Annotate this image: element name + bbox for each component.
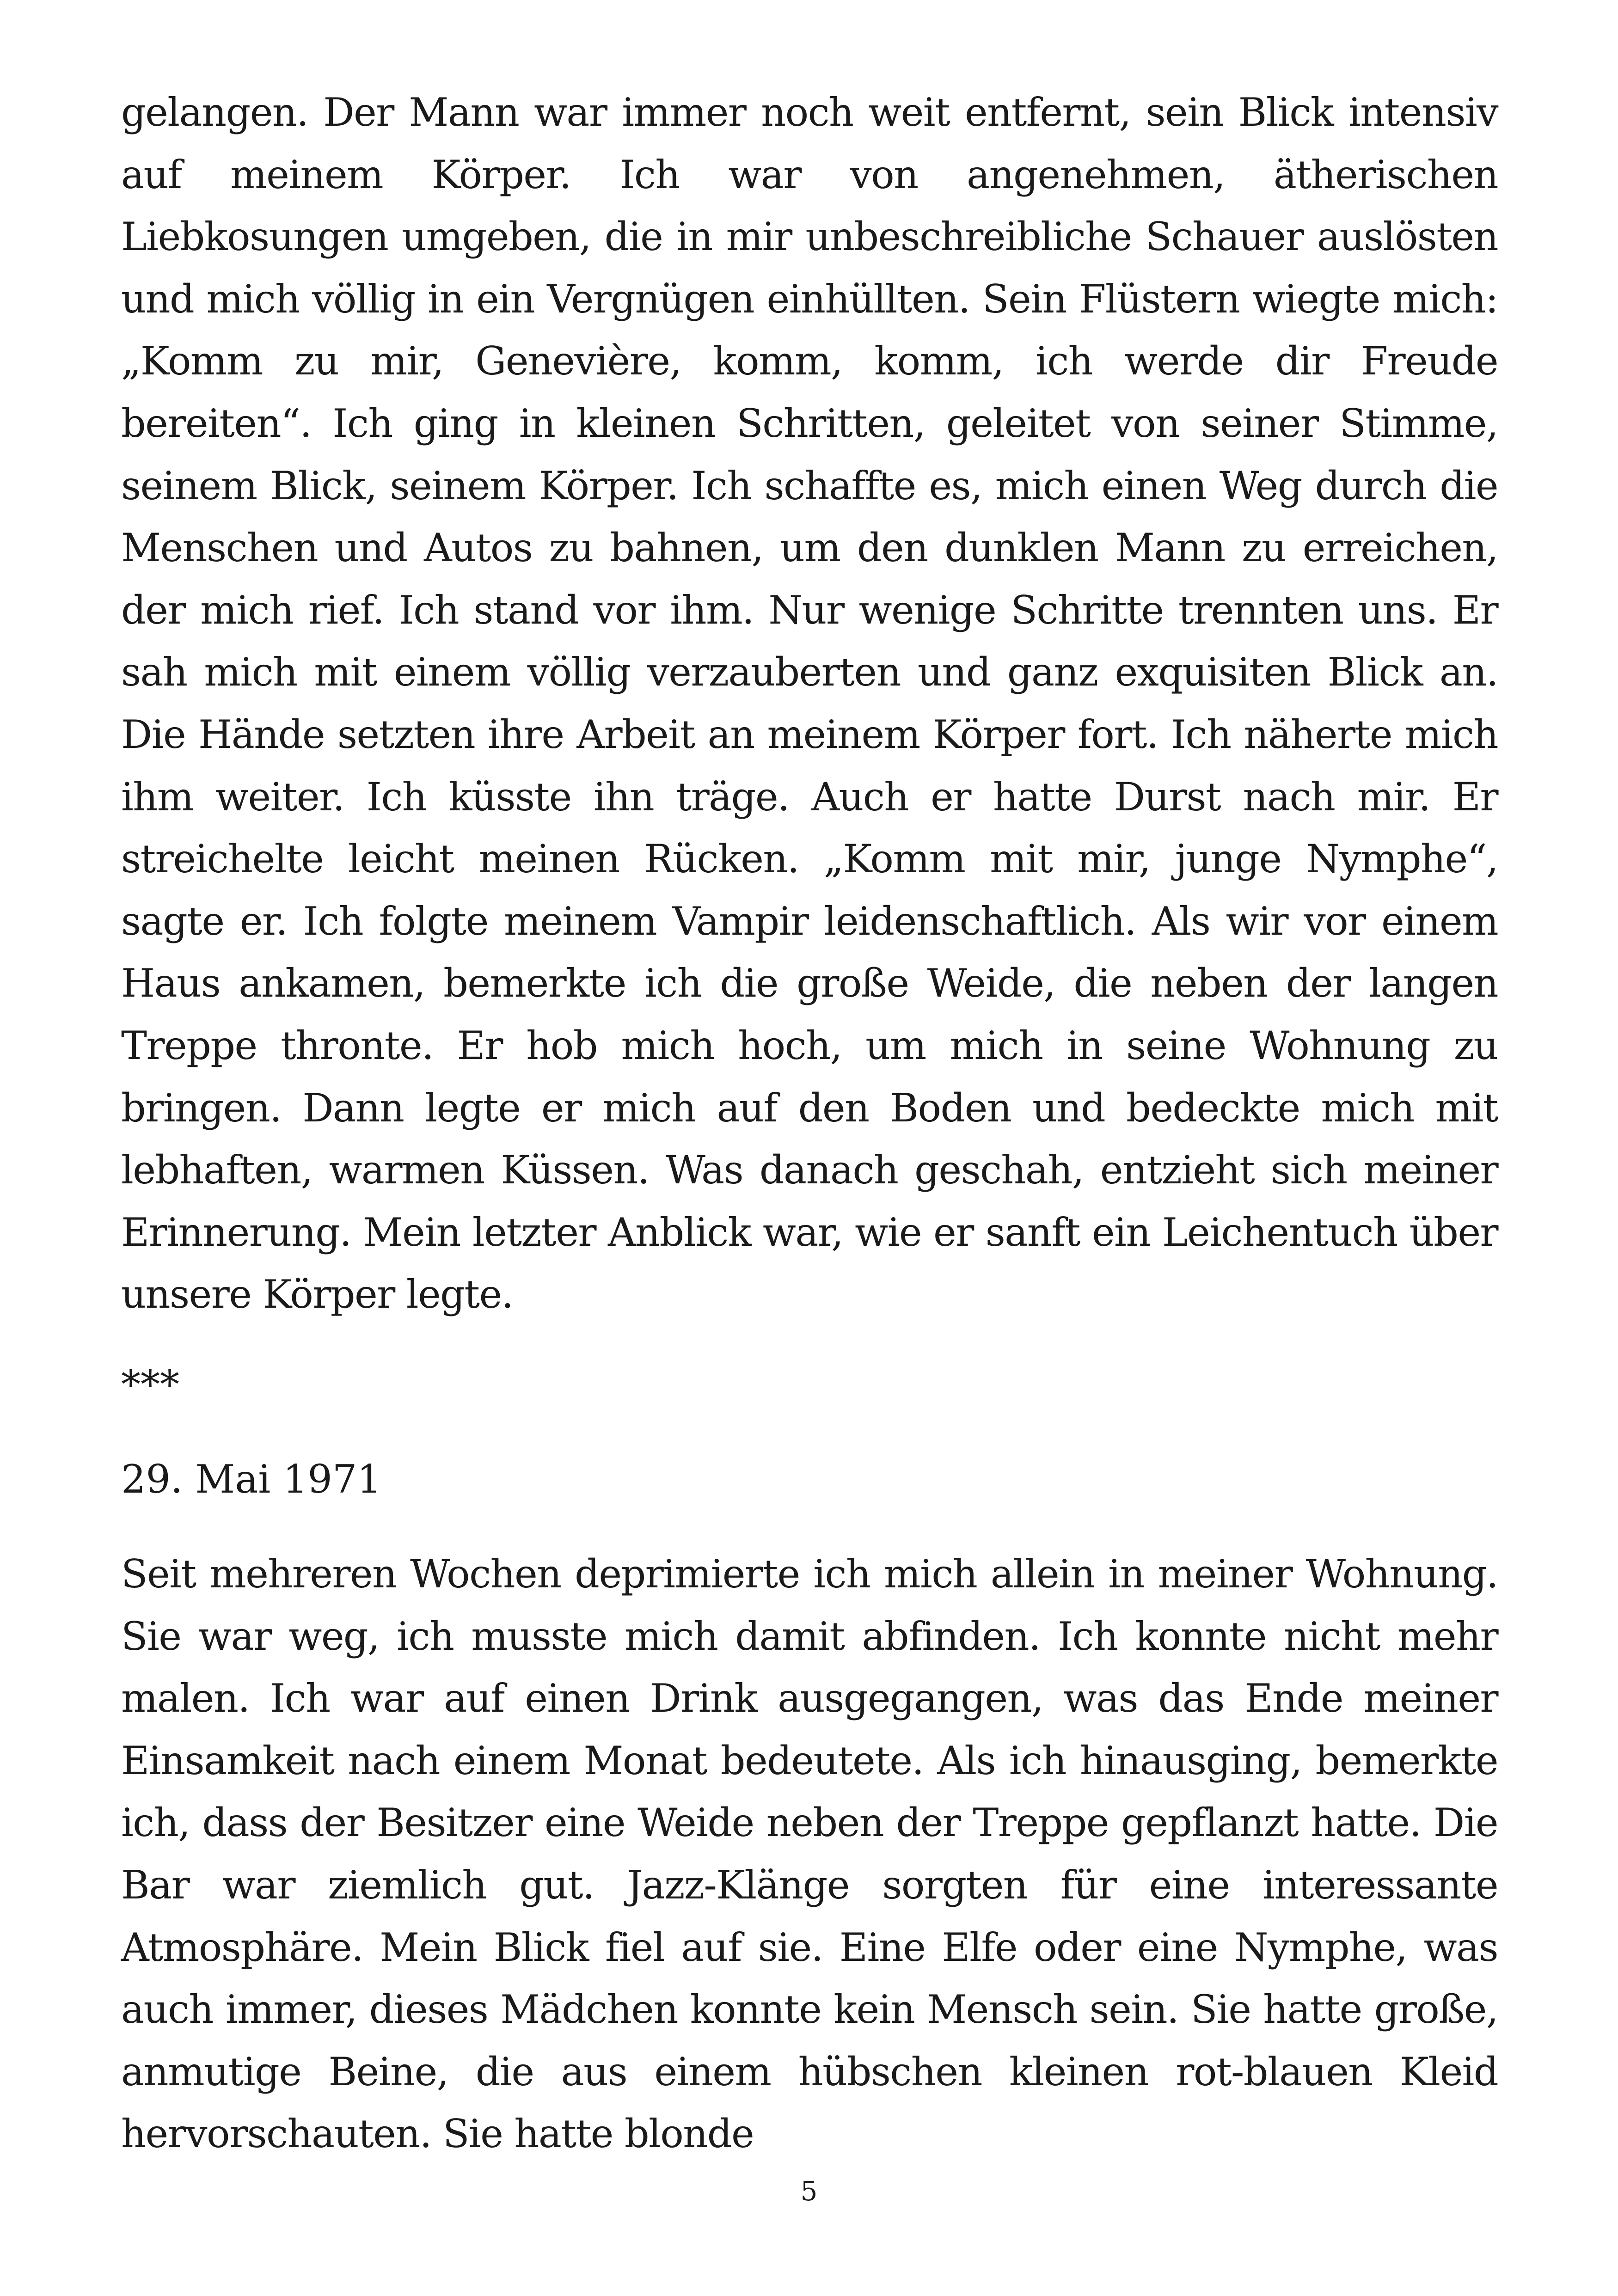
section-separator: *** — [121, 1362, 179, 1407]
body-paragraph: gelangen. Der Mann war immer noch weit entfernt, sein Blick intensiv auf meinem Körper. Ich war von angenehmen, ätherischen Liebkosungen umgeben, die in mir unbeschreibliche Schauer auslösten und mich völlig in ein Vergnügen einhüllten. Sein Flüstern wiegte mich: „Komm zu mir, Genevière, komm, komm, ich werde dir Freude bereiten“. Ich ging in kleinen Schritten, geleitet von seiner Stimme, seinem Blick, seinem Körper. Ich schaffte es, mich einen Weg durch die Menschen und Autos zu bahnen, um den dunklen Mann zu erreichen, der mich rief. Ich stand vor ihm. Nur wenige Schritte trennten uns. Er sah mich mit einem völlig verzauberten und ganz exquisiten Blick an. Die Hände setzten ihre Arbeit an meinem Körper fort. Ich näherte mich ihm weiter. Ich küsste ihn träge. Auch er hatte Durst nach mir. Er streichelte leicht meinen Rücken. „Komm mit mir, junge Nymphe“, sagte er. Ich folgte meinem Vampir leidenschaftlich. Als wir vor einem Haus ankamen, bemerkte ich die große Weide, die neben der langen Treppe thronte. Er hob mich hoch, um mich in seine Wohnung zu bringen. Dann legte er mich auf den Boden und bedeckte mich mit lebhaften, warmen Küssen. Was danach geschah, entzieht sich meiner Erinnerung. Mein letzter Anblick war, wie er sanft ein Leichentuch über unsere Körper legte. — [121, 90, 1498, 1317]
page-number: 5 — [800, 2175, 818, 2207]
body-paragraph: Seit mehreren Wochen deprimierte ich mich allein in meiner Wohnung. Sie war weg, ich musste mich damit abfinden. Ich konnte nicht mehr malen. Ich war auf einen Drink ausgegangen, was das Ende meiner Einsamkeit nach einem Monat bedeutete. Als ich hinausging, bemerkte ich, dass der Besitzer eine Weide neben der Treppe gepflanzt hatte. Die Bar war ziemlich gut. Jazz-Klänge sorgten für eine interessante Atmosphäre. Mein Blick fiel auf sie. Eine Elfe oder eine Nymphe, was auch immer, dieses Mädchen konnte kein Mensch sein. Sie hatte große, anmutige Beine, die aus einem hübschen kleinen rot-blauen Kleid hervorschauten. Sie hatte blonde — [121, 1551, 1498, 2157]
date-heading: 29. Mai 1971 — [121, 1457, 382, 1502]
